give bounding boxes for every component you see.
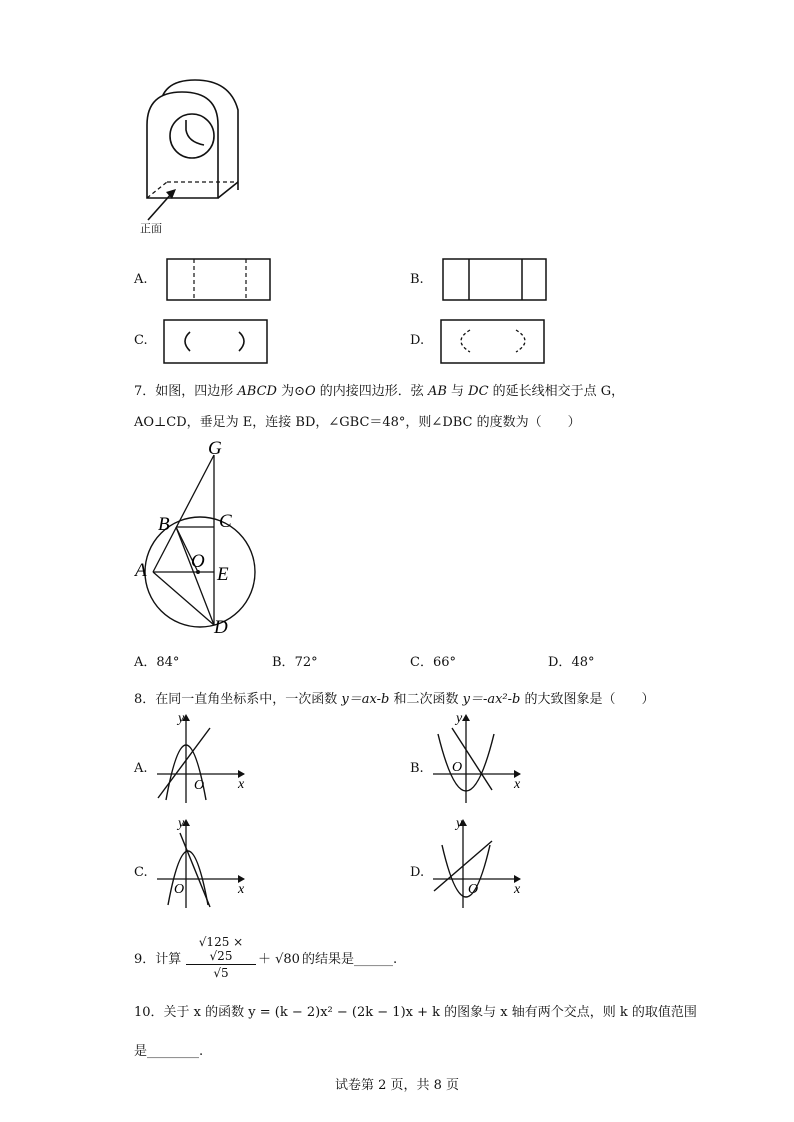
q7-line2: AO⊥CD，垂足为 E，连接 BD，∠GBC＝48°，则∠DBC 的度数为（ ） (134, 415, 581, 430)
q9-plus: ＋ √80 (258, 952, 300, 967)
q8-option-d-letter[interactable]: D. (410, 865, 425, 880)
page-footer: 试卷第 2 页，共 8 页 (334, 1078, 460, 1093)
q6-option-c-figure[interactable] (163, 319, 269, 365)
q7-line1-mid3: 与 (446, 384, 469, 399)
q7-line1-pre: 7．如图，四边形 (134, 384, 238, 399)
q6-option-a-letter[interactable]: A. (134, 272, 148, 287)
svg-text:y: y (456, 816, 463, 831)
q7-option-b[interactable]: B．72° (272, 655, 318, 670)
label-g: G (208, 438, 222, 459)
svg-text:y: y (178, 816, 185, 831)
q9-pre: 9．计算 (134, 952, 182, 967)
q9-end: 的结果是______. (302, 952, 398, 967)
svg-text:y: y (456, 711, 463, 726)
q6-option-a-figure[interactable] (166, 258, 272, 302)
label-a: A (135, 560, 147, 581)
q8-option-a-letter[interactable]: A. (134, 761, 148, 776)
q7-line1-mid2: 的内接四边形．弦 (315, 384, 428, 399)
q6-option-b-letter[interactable]: B. (410, 272, 424, 287)
solid-figure (130, 70, 260, 240)
q7-dc: DC (468, 384, 489, 399)
q7-line1-mid1: 为⊙ (276, 384, 305, 399)
label-b: B (158, 514, 170, 535)
svg-text:O: O (194, 778, 205, 793)
q9-fraction (186, 935, 256, 980)
q7-o: O (305, 384, 316, 399)
label-e: E (217, 564, 229, 585)
label-d: D (214, 617, 228, 638)
q8-graph-a[interactable] (152, 708, 252, 808)
svg-text:x: x (238, 777, 245, 792)
q6-option-d-letter[interactable]: D. (410, 333, 425, 348)
q7-option-a[interactable]: A．84° (134, 655, 180, 670)
svg-text:x: x (514, 882, 521, 897)
q8-option-b-letter[interactable]: B. (410, 761, 424, 776)
q8-graph-b[interactable] (428, 708, 528, 808)
q7-line1-end: 的延长线相交于点 G， (488, 384, 625, 399)
svg-text:O: O (174, 882, 185, 897)
q10-line2: 是________. (134, 1044, 204, 1059)
q7-ab: AB (427, 384, 447, 399)
q10-line1: 10．关于 x 的函数 y = (k − 2)x² − (2k − 1)x + k 的图象与 x 轴有两个交点，则 k 的取值范围 (134, 1005, 697, 1020)
q8-stem: 8．在同一直角坐标系中，一次函数 y＝ax-b 和二次函数 y＝-ax²-b 的大致图象是（ ） (134, 692, 655, 707)
svg-text:x: x (514, 777, 521, 792)
svg-text:O: O (452, 760, 463, 775)
q6-option-d-figure[interactable] (440, 319, 546, 365)
q7-circle-figure (130, 430, 260, 640)
svg-text:O: O (468, 882, 479, 897)
q6-option-c-letter[interactable]: C. (134, 333, 148, 348)
label-c: C (219, 511, 232, 532)
q8-graph-c[interactable] (152, 813, 252, 913)
q9-denominator: √5 (213, 966, 229, 980)
q7-option-c[interactable]: C．66° (410, 655, 456, 670)
q7-option-d[interactable]: D．48° (548, 655, 595, 670)
svg-text:y: y (178, 711, 185, 726)
q7-line1 (134, 380, 624, 399)
q6-option-b-figure[interactable] (442, 258, 548, 302)
q9-numerator: √125 × √25 (186, 935, 256, 965)
label-o: O (191, 551, 205, 572)
q8-graph-d[interactable] (428, 813, 528, 913)
q7-abcd: ABCD (237, 384, 277, 399)
q8-option-c-letter[interactable]: C. (134, 865, 148, 880)
front-label: 正面 (140, 222, 162, 235)
svg-text:x: x (238, 882, 245, 897)
